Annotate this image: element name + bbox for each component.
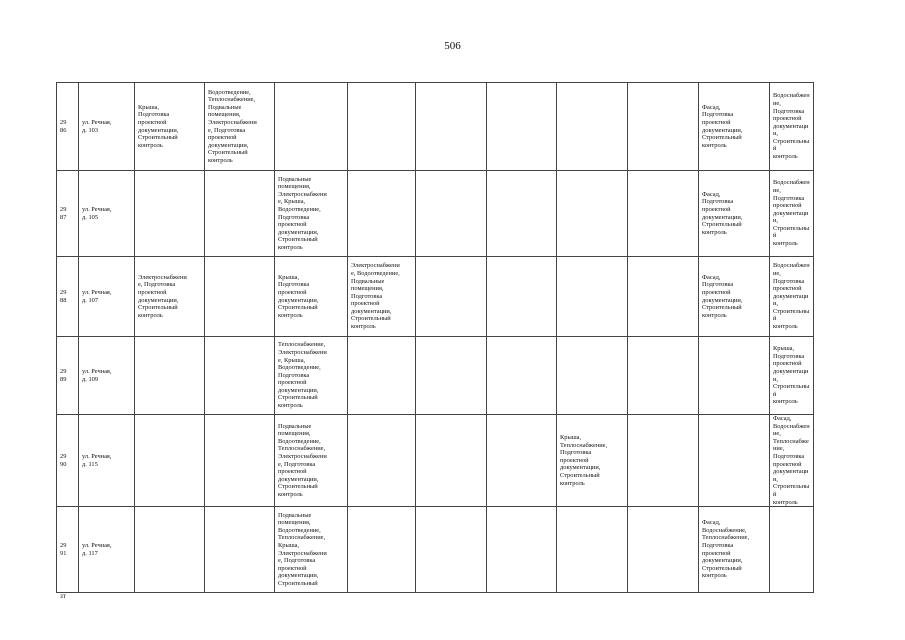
work-cell — [135, 337, 205, 415]
table-row — [57, 337, 814, 415]
work-cell — [487, 415, 557, 507]
table-row — [57, 171, 814, 257]
work-cell — [205, 83, 275, 171]
address-text: ул. Речная, д. 105 — [82, 205, 112, 221]
work-cell — [348, 257, 416, 337]
work-cell — [628, 83, 699, 171]
work-cell — [205, 337, 275, 415]
row-number-cell — [57, 415, 79, 507]
work-cell — [770, 83, 814, 171]
work-cell — [628, 257, 699, 337]
work-cell — [770, 257, 814, 337]
work-text: Водоотведение, Теплоснабжение, Подвальные помещения, Электроснабжени е, Подготовка проектной документации, Строительный контроль — [208, 88, 257, 164]
table-row — [57, 257, 814, 337]
work-cell — [416, 257, 487, 337]
work-cell — [699, 83, 770, 171]
work-text: Фасад, Водоснабжение, Теплоснабжение, Подготовка проектной документации, Строительный контроль — [702, 519, 750, 580]
work-cell — [275, 337, 348, 415]
work-cell — [416, 507, 487, 593]
address-text: ул. Речная, д. 103 — [82, 118, 112, 134]
work-text: Водоснабжение, Подготовка проектной документации, Строительный контроль — [773, 262, 810, 331]
work-cell — [699, 257, 770, 337]
work-cell — [135, 415, 205, 507]
work-cell — [770, 507, 814, 593]
row-number: 29 90 — [60, 452, 67, 468]
work-cell — [487, 507, 557, 593]
work-cell — [348, 83, 416, 171]
work-cell — [487, 83, 557, 171]
footer-mark: зт — [60, 592, 66, 600]
work-cell — [416, 83, 487, 171]
work-text: Электроснабжени е, Подготовка проектной документации, Строительный контроль — [138, 273, 187, 319]
work-cell — [699, 171, 770, 257]
row-number-cell — [57, 507, 79, 593]
work-schedule-table — [56, 82, 814, 593]
work-text: Фасад, Подготовка проектной документации, Строительный контроль — [702, 190, 743, 236]
row-number: 29 86 — [60, 118, 67, 134]
table-row — [57, 415, 814, 507]
work-cell — [628, 171, 699, 257]
address-text: ул. Речная, д. 117 — [82, 542, 112, 557]
row-number: 29 88 — [60, 288, 67, 304]
work-cell — [699, 337, 770, 415]
work-cell — [628, 415, 699, 507]
work-cell — [770, 337, 814, 415]
work-cell — [275, 171, 348, 257]
address-cell — [79, 415, 135, 507]
work-cell — [487, 337, 557, 415]
work-text: Крыша, Подготовка проектной документации, Строительный контроль — [278, 273, 319, 319]
work-text: Подвальные помещения, Электроснабжени е, Крыша, Водоотведение, Подготовка проектной документации, Строительный контроль — [278, 175, 327, 251]
work-cell — [770, 171, 814, 257]
table-row — [57, 507, 814, 593]
work-text: Водоснабжение, Подготовка проектной документации, Строительный контроль — [773, 92, 810, 161]
work-cell — [275, 83, 348, 171]
work-text: Подвальные помещения, Водоотведение, Теплоснабжение, Крыша, Электроснабжени е, Подготовка проектной документации, Строительный — [278, 511, 327, 587]
work-cell — [348, 415, 416, 507]
address-text: ул. Речная, д. 115 — [82, 452, 112, 468]
work-text: Водоснабжение, Подготовка проектной документации, Строительный контроль — [773, 179, 810, 248]
work-cell — [348, 507, 416, 593]
work-cell — [135, 83, 205, 171]
work-cell — [487, 171, 557, 257]
work-cell — [699, 507, 770, 593]
work-cell — [416, 337, 487, 415]
row-number: 29 91 — [60, 542, 67, 557]
work-cell — [205, 507, 275, 593]
work-text: Электроснабжени е, Водоотведение, Подвальные помещения, Подготовка проектной документации, Строительный контроль — [351, 262, 400, 331]
work-cell — [205, 415, 275, 507]
work-cell — [487, 257, 557, 337]
address-text: ул. Речная, д. 107 — [82, 288, 112, 304]
work-text: Подвальные помещения, Водоотведение, Теплоснабжение, Электроснабжени е, Подготовка проектной документации, Строительный контроль — [278, 422, 327, 498]
work-text: Теплоснабжение, Электроснабжени е, Крыша, Водоотведение, Подготовка проектной документации, Строительный контроль — [278, 341, 327, 410]
work-cell — [275, 415, 348, 507]
row-number-cell — [57, 83, 79, 171]
work-cell — [770, 415, 814, 507]
row-number-cell — [57, 337, 79, 415]
row-number: 29 87 — [60, 205, 67, 221]
address-cell — [79, 171, 135, 257]
address-cell — [79, 257, 135, 337]
work-cell — [348, 337, 416, 415]
work-cell — [205, 257, 275, 337]
row-number-cell — [57, 257, 79, 337]
address-cell — [79, 83, 135, 171]
work-cell — [275, 507, 348, 593]
address-cell — [79, 337, 135, 415]
work-cell — [628, 507, 699, 593]
work-cell — [416, 171, 487, 257]
work-cell — [348, 171, 416, 257]
work-cell — [557, 171, 628, 257]
address-cell — [79, 507, 135, 593]
work-text: Крыша, Подготовка проектной документации, Строительный контроль — [773, 345, 810, 406]
work-text: Фасад, Водоснабжение, Теплоснабжение, Подготовка проектной документации, Строительный контроль — [773, 415, 810, 506]
work-cell — [628, 337, 699, 415]
work-text: Фасад, Подготовка проектной документации, Строительный контроль — [702, 103, 743, 149]
work-cell — [557, 257, 628, 337]
work-text: Крыша, Подготовка проектной документации, Строительный контроль — [138, 103, 179, 149]
work-cell — [416, 415, 487, 507]
work-cell — [205, 171, 275, 257]
work-cell — [557, 507, 628, 593]
work-cell — [557, 337, 628, 415]
work-text: Фасад, Подготовка проектной документации, Строительный контроль — [702, 273, 743, 319]
work-cell — [275, 257, 348, 337]
row-number: 29 89 — [60, 367, 67, 383]
work-cell — [135, 507, 205, 593]
work-cell — [699, 415, 770, 507]
work-cell — [135, 171, 205, 257]
work-cell — [135, 257, 205, 337]
work-cell — [557, 83, 628, 171]
work-cell — [557, 415, 628, 507]
page-number: 506 — [444, 40, 461, 52]
row-number-cell — [57, 171, 79, 257]
table-row — [57, 83, 814, 171]
address-text: ул. Речная, д. 109 — [82, 367, 112, 383]
work-text: Крыша, Теплоснабжение, Подготовка проектной документации, Строительный контроль — [560, 433, 608, 487]
